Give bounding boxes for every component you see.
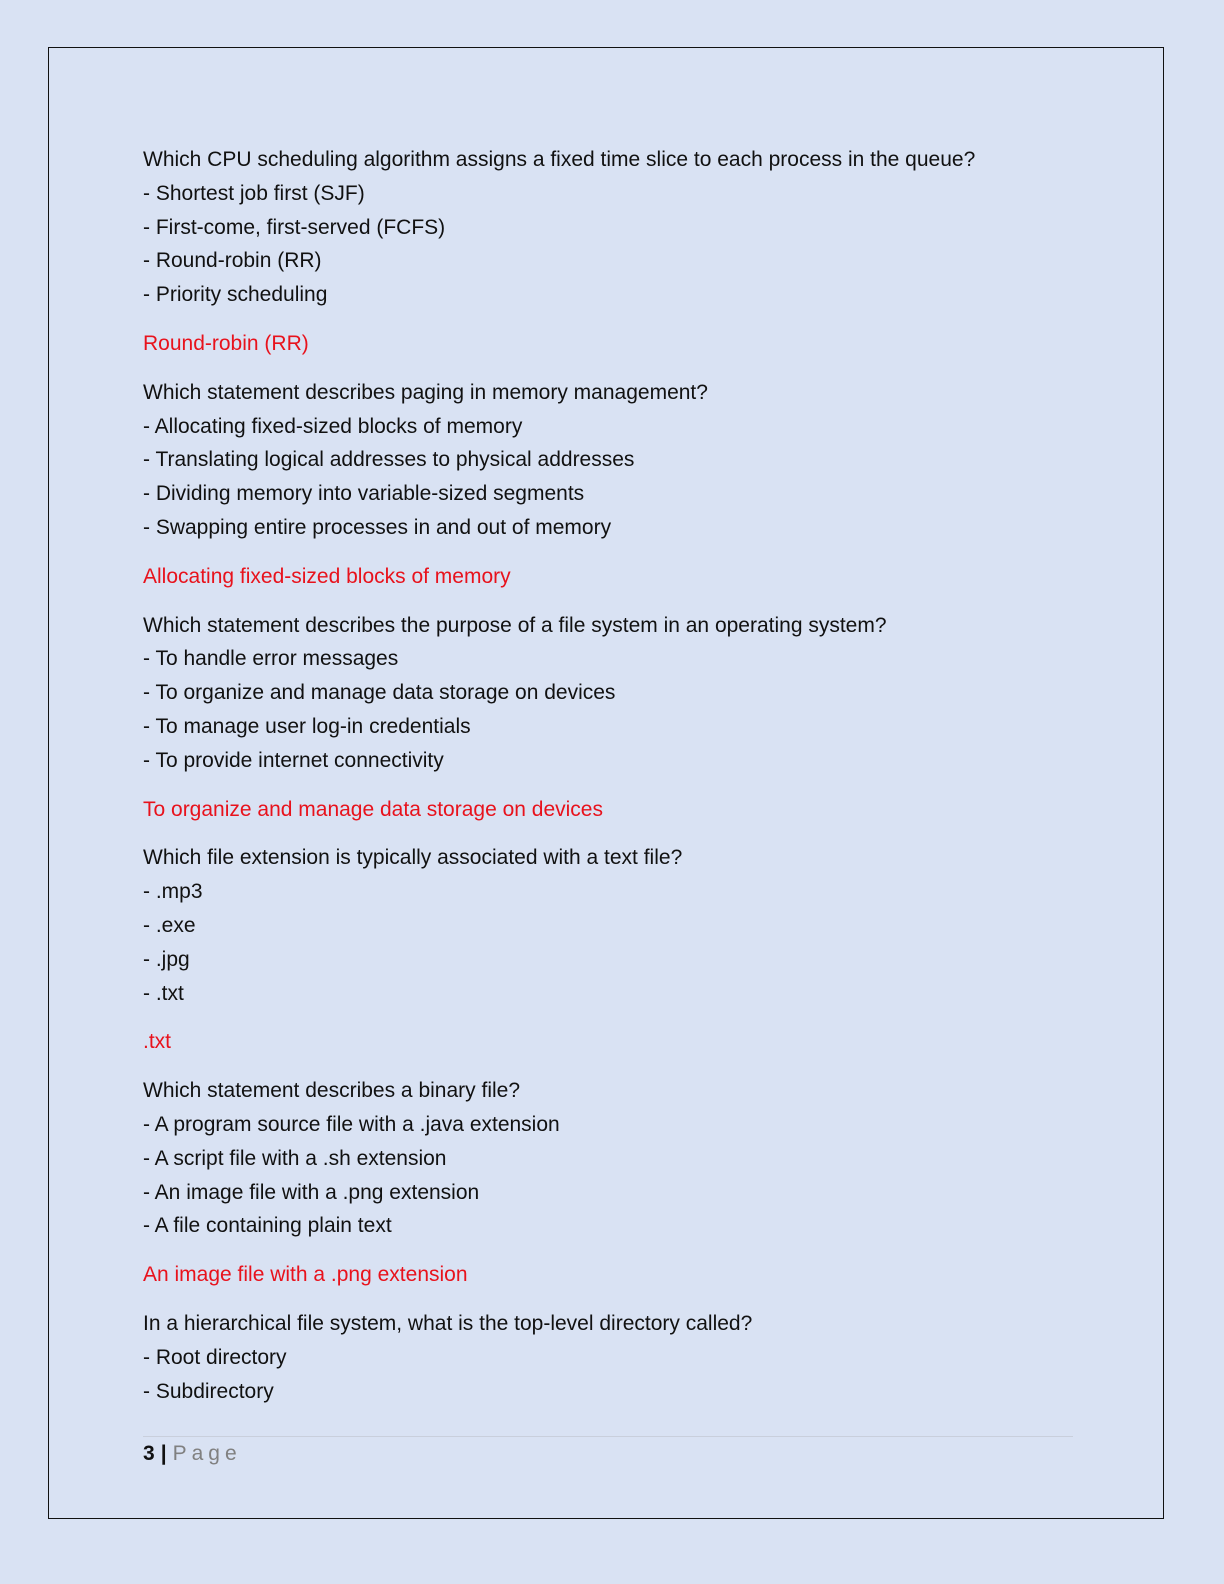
footer-divider	[143, 1436, 1073, 1437]
option-item: - .exe	[143, 913, 196, 937]
question-block	[143, 1307, 1083, 1408]
answer-text: An image file with a .png extension	[143, 1263, 468, 1287]
question-block	[143, 376, 1083, 594]
option-item: - Translating logical addresses to physical addresses	[143, 448, 635, 472]
option-item: - A program source file with a .java extension	[143, 1112, 560, 1136]
option-item: - .mp3	[143, 880, 203, 904]
option-item: - A file containing plain text	[143, 1214, 392, 1238]
page-footer	[143, 1440, 242, 1468]
question-text: Which CPU scheduling algorithm assigns a fixed time slice to each process in the queue?	[143, 148, 976, 171]
page-label: Page	[172, 1442, 242, 1465]
option-item: - .jpg	[143, 947, 190, 971]
option-item: - To manage user log-in credentials	[143, 714, 471, 738]
option-item: - Root directory	[143, 1345, 287, 1369]
option-item: - .txt	[143, 981, 184, 1005]
question-text: Which statement describes paging in memory management?	[143, 380, 708, 404]
option-item: - Subdirectory	[143, 1379, 274, 1403]
footer-separator: |	[160, 1442, 167, 1465]
option-item: - To provide internet connectivity	[143, 748, 444, 772]
option-item: - To organize and manage data storage on devices	[143, 681, 616, 705]
option-item: - An image file with a .png extension	[143, 1180, 480, 1204]
question-block	[143, 143, 1083, 361]
option-item: - Swapping entire processes in and out of memory	[143, 515, 612, 539]
answer-text: To organize and manage data storage on devices	[143, 797, 603, 821]
question-text: In a hierarchical file system, what is the top-level directory called?	[143, 1311, 753, 1335]
option-item: - Allocating fixed-sized blocks of memory	[143, 414, 523, 438]
option-item: - To handle error messages	[143, 647, 399, 671]
question-block	[143, 1074, 1083, 1292]
question-block	[143, 841, 1083, 1059]
question-text: Which file extension is typically associated with a text file?	[143, 846, 683, 870]
answer-text: Allocating fixed-sized blocks of memory	[143, 564, 511, 588]
option-item: - A script file with a .sh extension	[143, 1146, 447, 1170]
answer-text: .txt	[143, 1030, 172, 1054]
question-text: Which statement describes the purpose of a file system in an operating system?	[143, 613, 887, 637]
option-item: - Priority scheduling	[143, 283, 328, 307]
question-block	[143, 609, 1083, 827]
option-item: - Dividing memory into variable-sized segments	[143, 482, 585, 506]
option-item: - Round-robin (RR)	[143, 249, 322, 273]
page-number: 3	[143, 1442, 155, 1465]
option-item: - First-come, first-served (FCFS)	[143, 215, 446, 239]
option-item: - Shortest job first (SJF)	[143, 181, 365, 205]
answer-text: Round-robin (RR)	[143, 331, 309, 355]
document-body	[143, 143, 1083, 1408]
question-text: Which statement describes a binary file?	[143, 1079, 521, 1103]
